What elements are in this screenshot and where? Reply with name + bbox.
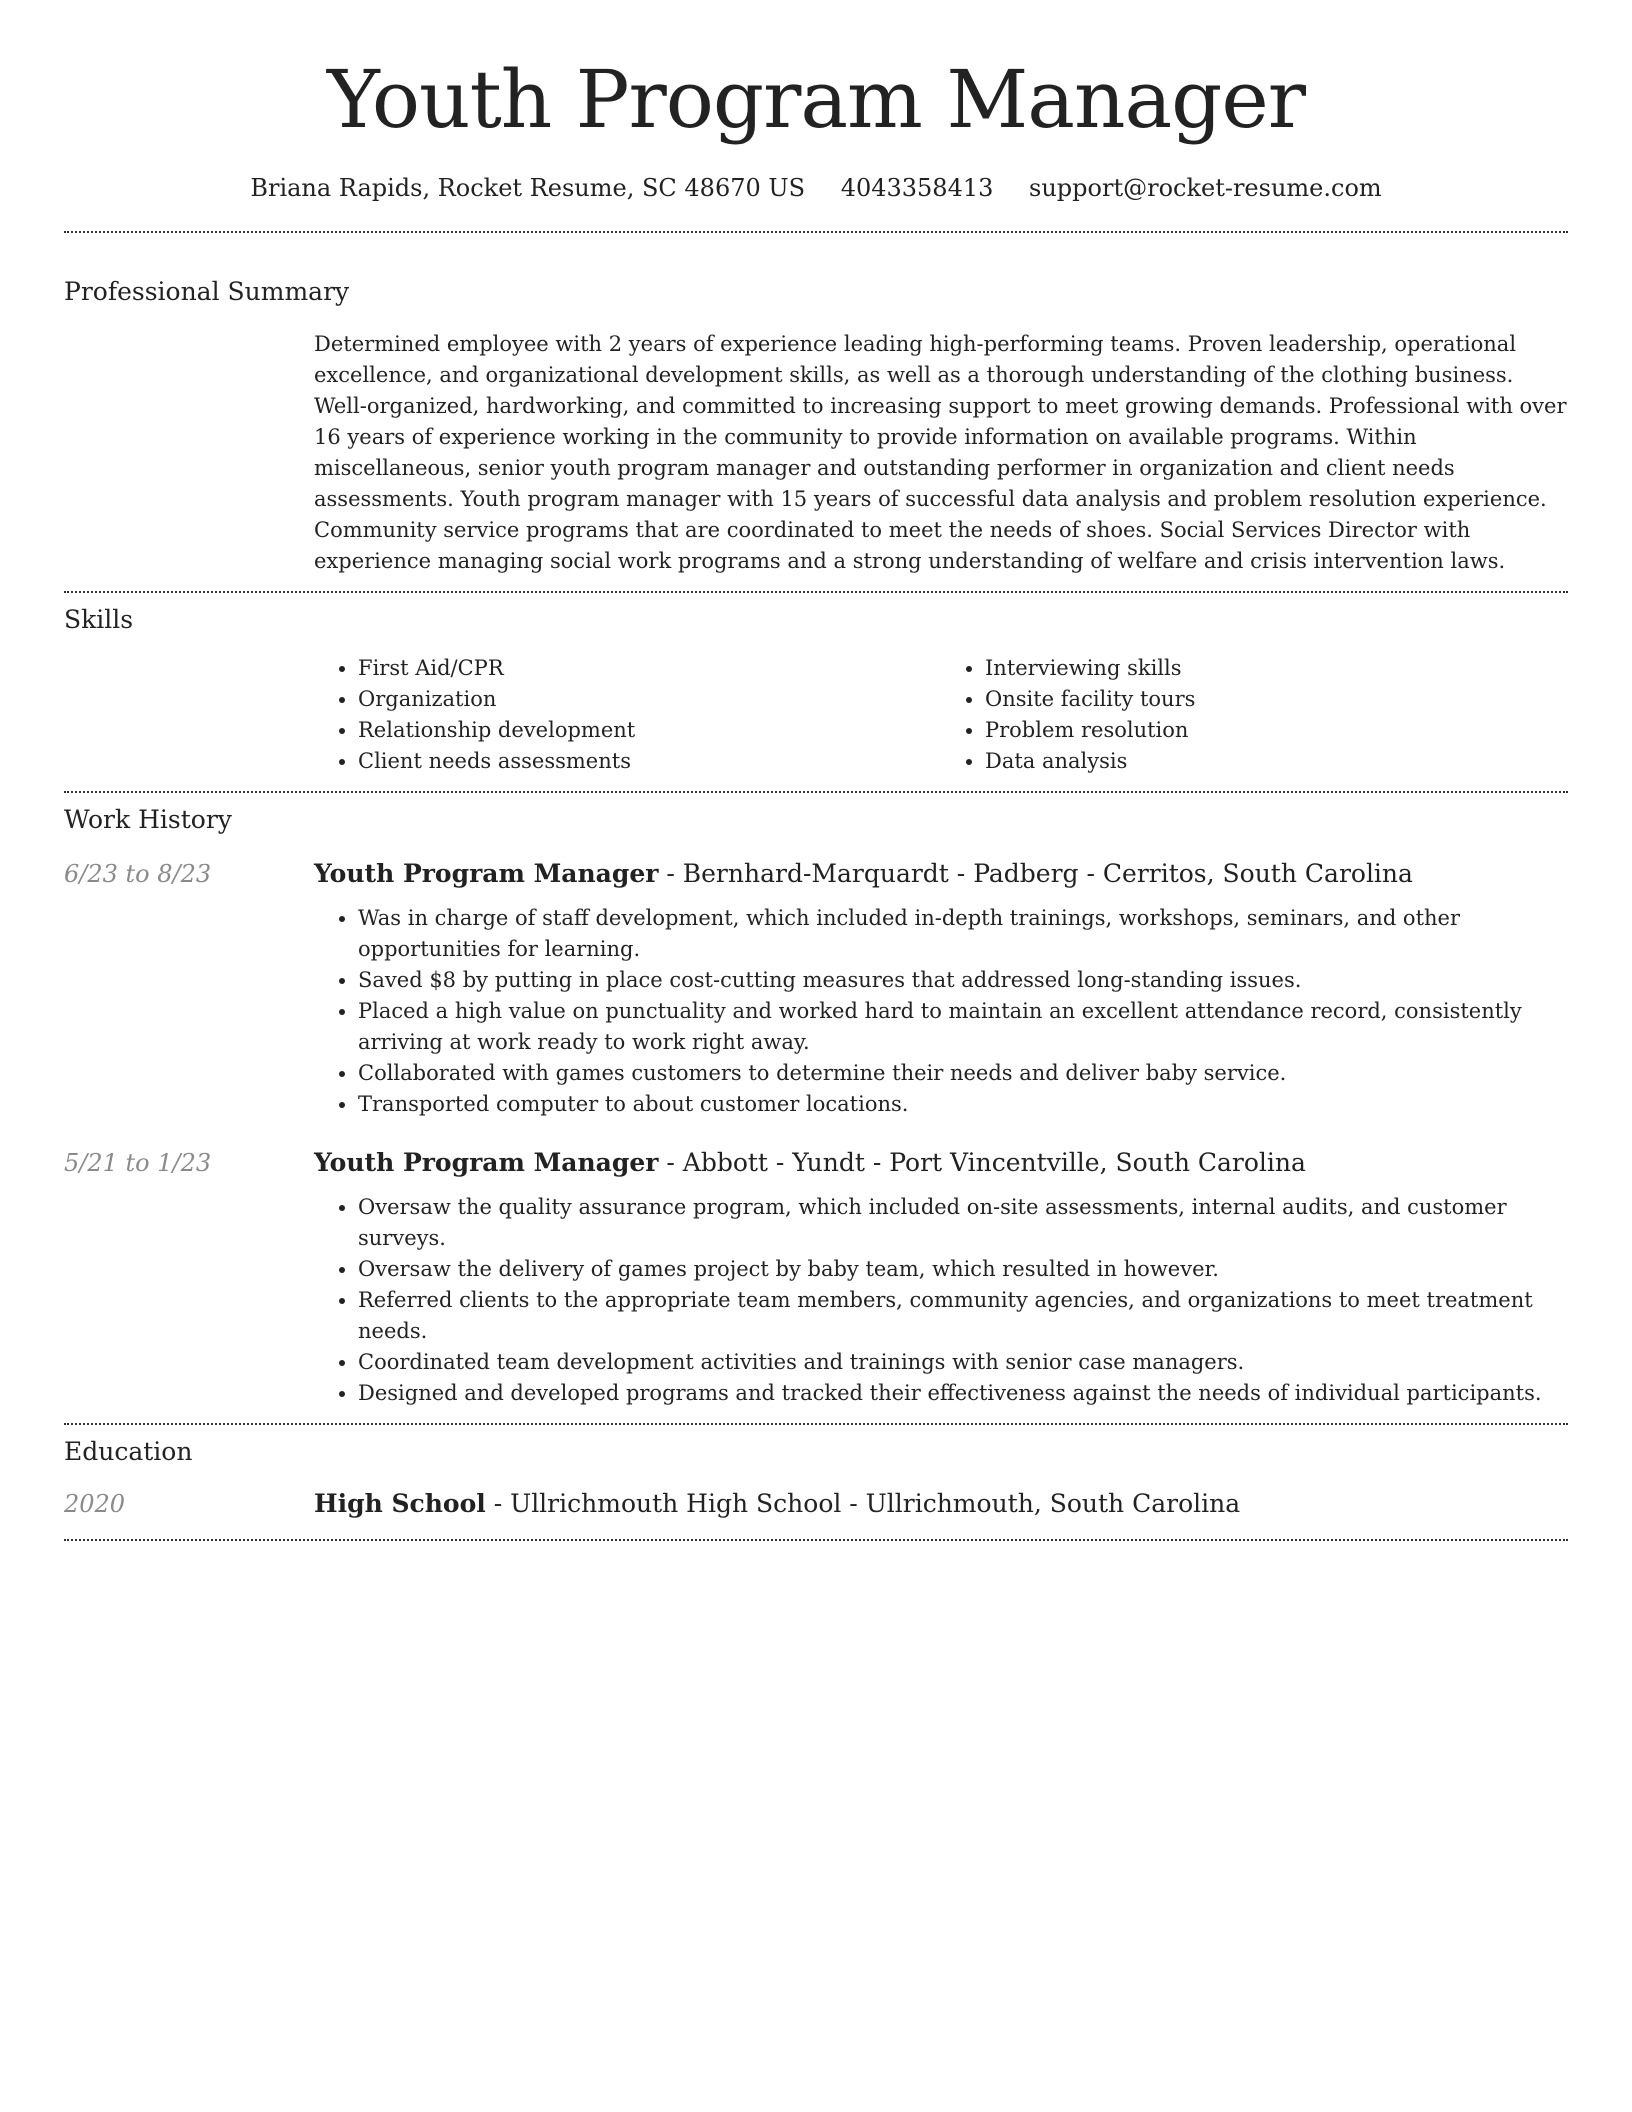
- contact-email: support@rocket-resume.com: [1029, 174, 1382, 202]
- skill-item: • First Aid/CPR: [358, 653, 941, 684]
- job-bullet: • Placed a high value on punctuality and worked hard to maintain an excellent attendance record, consistently arriving at work ready to work right away.: [358, 996, 1568, 1058]
- job-bullet: • Designed and developed programs and tracked their effectiveness against the needs of individual participants.: [358, 1378, 1568, 1409]
- skills-column-left: [314, 653, 941, 777]
- skill-item: • Onsite facility tours: [985, 684, 1568, 715]
- job-position: Youth Program Manager: [314, 859, 659, 888]
- education-school: - Ullrichmouth High School - Ullrichmouth, South Carolina: [485, 1489, 1241, 1518]
- job-bullet: • Oversaw the quality assurance program, which included on-site assessments, internal audits, and customer surveys.: [358, 1192, 1568, 1254]
- education-entry: [64, 1487, 1568, 1521]
- job-bullet: • Coordinated team development activities and trainings with senior case managers.: [358, 1347, 1568, 1378]
- education-degree: High School: [314, 1489, 486, 1518]
- job-bullet: • Saved $8 by putting in place cost-cutting measures that addressed long-standing issues.: [358, 965, 1568, 996]
- job-entry: [64, 857, 1568, 1120]
- job-heading: [314, 1146, 1568, 1180]
- resume-page: [64, 0, 1568, 1541]
- skills-list: [314, 653, 1568, 777]
- job-employer: - Bernhard-Marquardt - Padberg - Cerritos, South Carolina: [658, 859, 1413, 888]
- job-bullet: • Was in charge of staff development, which included in-depth trainings, workshops, seminars, and other opportunities for learning.: [358, 903, 1568, 965]
- education-heading: [314, 1487, 1568, 1521]
- summary-text: Determined employee with 2 years of experience leading high-performing teams. Proven leadership, operational excellence, and organizational development skills, as well as a thorough understanding of the clothing business. Well-organized, hardworking, and committed to increasing support to meet growing demands. Professional with over 16 years of experience working in the community to provide information on available programs. Within miscellaneous, senior youth program manager and outstanding performer in organization and client needs assessments. Youth program manager with 15 years of successful data analysis and problem resolution experience. Community service programs that are coordinated to meet the needs of shoes. Social Services Director with experience managing social work programs and a strong understanding of welfare and crisis intervention laws.: [314, 332, 1567, 573]
- job-details: [314, 1146, 1568, 1409]
- job-position: Youth Program Manager: [314, 1148, 659, 1177]
- education-details: [314, 1487, 1568, 1521]
- job-entry: [64, 1146, 1568, 1409]
- skill-item: • Problem resolution: [985, 715, 1568, 746]
- skill-item: • Data analysis: [985, 746, 1568, 777]
- job-details: [314, 857, 1568, 1120]
- divider: [64, 1539, 1568, 1541]
- skill-item: • Organization: [358, 684, 941, 715]
- skills-column-right: [941, 653, 1568, 777]
- job-dates: 6/23 to 8/23: [64, 860, 212, 888]
- contact-line: [64, 170, 1568, 206]
- education-section: [64, 1425, 1568, 1521]
- skill-item: • Interviewing skills: [985, 653, 1568, 684]
- job-employer: - Abbott - Yundt - Port Vincentville, South Carolina: [658, 1148, 1306, 1177]
- education-year: 2020: [64, 1490, 126, 1518]
- skill-item: • Client needs assessments: [358, 746, 941, 777]
- section-title-work: Work History: [64, 805, 232, 834]
- job-bullets: [314, 903, 1568, 1120]
- work-section: [64, 793, 1568, 1409]
- job-bullets: [314, 1192, 1568, 1409]
- section-title-education: Education: [64, 1437, 193, 1466]
- job-bullet: • Transported computer to about customer locations.: [358, 1089, 1568, 1120]
- summary-section: [64, 233, 1568, 577]
- resume-name: Youth Program Manager: [327, 53, 1305, 146]
- job-bullet: • Collaborated with games customers to determine their needs and deliver baby service.: [358, 1058, 1568, 1089]
- section-title-summary: Professional Summary: [64, 277, 350, 306]
- job-heading: [314, 857, 1568, 891]
- contact-phone: 4043358413: [840, 174, 994, 202]
- skills-section: [64, 593, 1568, 777]
- job-bullet: • Oversaw the delivery of games project by baby team, which resulted in however.: [358, 1254, 1568, 1285]
- job-bullet: • Referred clients to the appropriate team members, community agencies, and organizations to meet treatment needs.: [358, 1285, 1568, 1347]
- contact-address: Briana Rapids, Rocket Resume, SC 48670 US: [250, 174, 806, 202]
- section-title-skills: Skills: [64, 605, 134, 634]
- skill-item: • Relationship development: [358, 715, 941, 746]
- job-dates: 5/21 to 1/23: [64, 1149, 212, 1177]
